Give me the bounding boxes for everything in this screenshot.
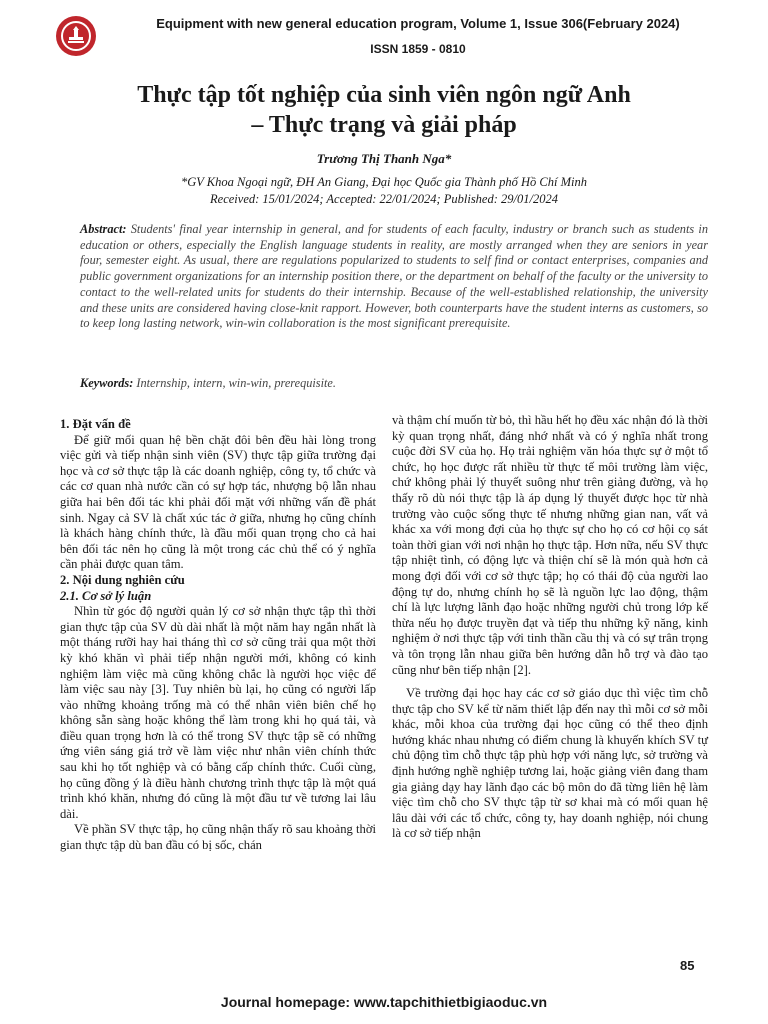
title-line-1: Thực tập tốt nghiệp của sinh viên ngôn ngữ Anh (137, 82, 631, 108)
abstract-label: Abstract: (80, 222, 127, 236)
journal-homepage: Journal homepage: www.tapchithietbigiaoduc.vn (220, 994, 548, 1010)
page-number: 85 (680, 958, 695, 973)
abstract (80, 222, 708, 332)
title-line-2: – Thực trạng và giải pháp (251, 112, 517, 138)
right-column (392, 413, 708, 842)
author-affiliation-block (60, 174, 708, 208)
section-2-1-paragraph-2: Về phần SV thực tập, họ cũng nhận thấy rõ sau khoảng thời gian thực tập dù ban đầu có bị sốc, chán (60, 822, 376, 853)
keywords-text: Internship, intern, win-win, prerequisite. (133, 376, 336, 390)
section-2-1-heading: 2.1. Cơ sở lý luận (60, 588, 152, 603)
section-1-heading: 1. Đặt vấn đề (60, 417, 131, 431)
section-2-1-paragraph-1: Nhìn từ góc độ người quản lý cơ sở nhận thực tập thì thời gian thực tập của SV dù dài nhất là một năm hay ngắn nhất là một tháng rưỡi hay hai tháng thì cơ sở cũng trải qua một thời kỳ khó khăn vì phải tiếp nhận người mới, không có kinh nghiệm làm việc mà cũng không chắc là người học việc để làm việc sau này [3]. Tuy nhiên bù lại, họ cũng có người lấp vào những khoảng trống mà có thể nhân viên biên chế họ không sẵn sàng hoặc không thể làm trong khi họ quá tải, và điều quan trọng hơn là có thể trong SV thực tập sẽ có những ứng viên sáng giá trở về làm việc như nhân viên chính thức sau khi họ tốt nghiệp và có bằng cấp chính thức. Cuối cùng, họ cũng đồng ý là điều hành chương trình thực tập là một quá trình khó khăn, nhưng đó cũng là một đầu tư về tương lai lâu dài. (60, 604, 376, 821)
left-column (60, 417, 376, 854)
journal-info: Equipment with new general education program, Volume 1, Issue 306(February 2024) (156, 16, 680, 31)
keywords (80, 376, 708, 391)
section-1-paragraph: Để giữ mối quan hệ bền chặt đôi bên đều hài lòng trong việc gửi và tiếp nhận sinh viên (SV) thực tập giữa trường đại học và cơ sở thực tập là các doanh nghiệp, công ty, tổ chức và các cơ quan nhà nước cần có sự hợp tác, nhượng bộ lẫn nhau giữa hai bên đối tác khi phải đối mặt với những vấn đề phát sinh. Ngay cả SV là chất xúc tác ở giữa, nhưng họ cũng chính là khách hàng chính thức, là đầu mối quan trọng cho cả hai bên đối tác nên họ cũng là một trong các chủ thể có ý nghĩa cần phải được quan tâm. (60, 432, 376, 572)
right-paragraph-2: Về trường đại học hay các cơ sở giáo dục thì việc tìm chỗ thực tập cho SV kể từ năm thiết lập đến nay thì mỗi cơ sở mỗi khác, mỗi khoa của trường đại học cũng có thể theo định hướng khác nhau nhưng có điểm chung là khuyến khích SV tự chủ động tìm chỗ thực tập phù hợp với năng lực, sở trường và định hướng nghề nghiệp tương lai, hoặc giảng viên đang tham gia giảng dạy hay lãnh đạo các bộ môn do đã từng liên hệ làm việc tìm chỗ cho SV thực tập từ sơ khai mà có mối quan hệ lâu dài với các tổ chức, công ty, hay doanh nghiệp, nói chung là cơ sở tiếp nhận (392, 686, 708, 841)
right-paragraph-1: và thậm chí muốn từ bỏ, thì hầu hết họ đều xác nhận đó là thời kỳ quan trọng nhất, đáng nhớ nhất và có ý nghĩa nhất trong cuộc đời SV của họ. Họ trải nghiệm văn hóa thực sự ở một tổ chức, họ học được rất nhiều từ thực tế môi trường làm việc, chứ không phải lý thuyết suông như trên giảng đường, và họ thấy rõ dù nói thực tập là áp dụng lý thuyết được học từ nhà trường vào cuộc sống thực tế nhưng những gian nan, vất vả khác xa với mong đợi của họ thực sự cho họ có cơ hội cọ sát toàn thời gian với nơi nhận họ thực tập. Hơn nữa, nếu SV thực tập nhiệt tình, có động lực và thiện chí sẽ là món quà hơn cả mong đợi đối với cơ sở thực tập; họ có thái độ của người lao động tự do, nhưng chính họ sẽ là nguồn lực lao động, thậm chí là lực lượng lãnh đạo hoặc những người chủ trong lớp kế thừa nếu họ được truyền đạt và tiếp thu những kỹ năng, kinh nghiệm ở nơi thực tập với tinh thần cầu thị và có sự trân trọng và tôn trọng lẫn nhau giữa bên hướng dẫn hỗ trợ và đào tạo cũng như bên tiếp nhận [2]. (392, 413, 708, 677)
journal-logo-icon (56, 16, 96, 56)
torch-icon (65, 25, 87, 47)
section-2-heading: 2. Nội dung nghiên cứu (60, 572, 185, 587)
affiliation: *GV Khoa Ngoại ngữ, ĐH An Giang, Đại học Quốc gia Thành phố Hồ Chí Minh (180, 175, 587, 189)
keywords-label: Keywords: (80, 376, 134, 390)
author-name: Trương Thị Thanh Nga* (316, 151, 452, 166)
publication-dates: Received: 15/01/2024; Accepted: 22/01/2024; Published: 29/01/2024 (210, 192, 558, 206)
article-title (60, 80, 708, 140)
issn: ISSN 1859 - 0810 (370, 42, 466, 56)
abstract-text: Students' final year internship in general, and for students of each faculty, industry or branch such as students in education or others, especially the English language students in reality, are mostly arranged when they are seniors in year four, semester eight. As usual, there are regulations popularized to students to self find or contact enterprises, companies and public government organizations for an internship position there, or the department on behalf of the faculty or the university to contact to the well-related units for students do their internship. Because of the well-established relationship, the university and these units are considered having close-knit rapport. However, both counterparts have the student interns as customers, so to keep long lasting network, win-win collaboration is the most significant prerequisite. (80, 222, 708, 331)
